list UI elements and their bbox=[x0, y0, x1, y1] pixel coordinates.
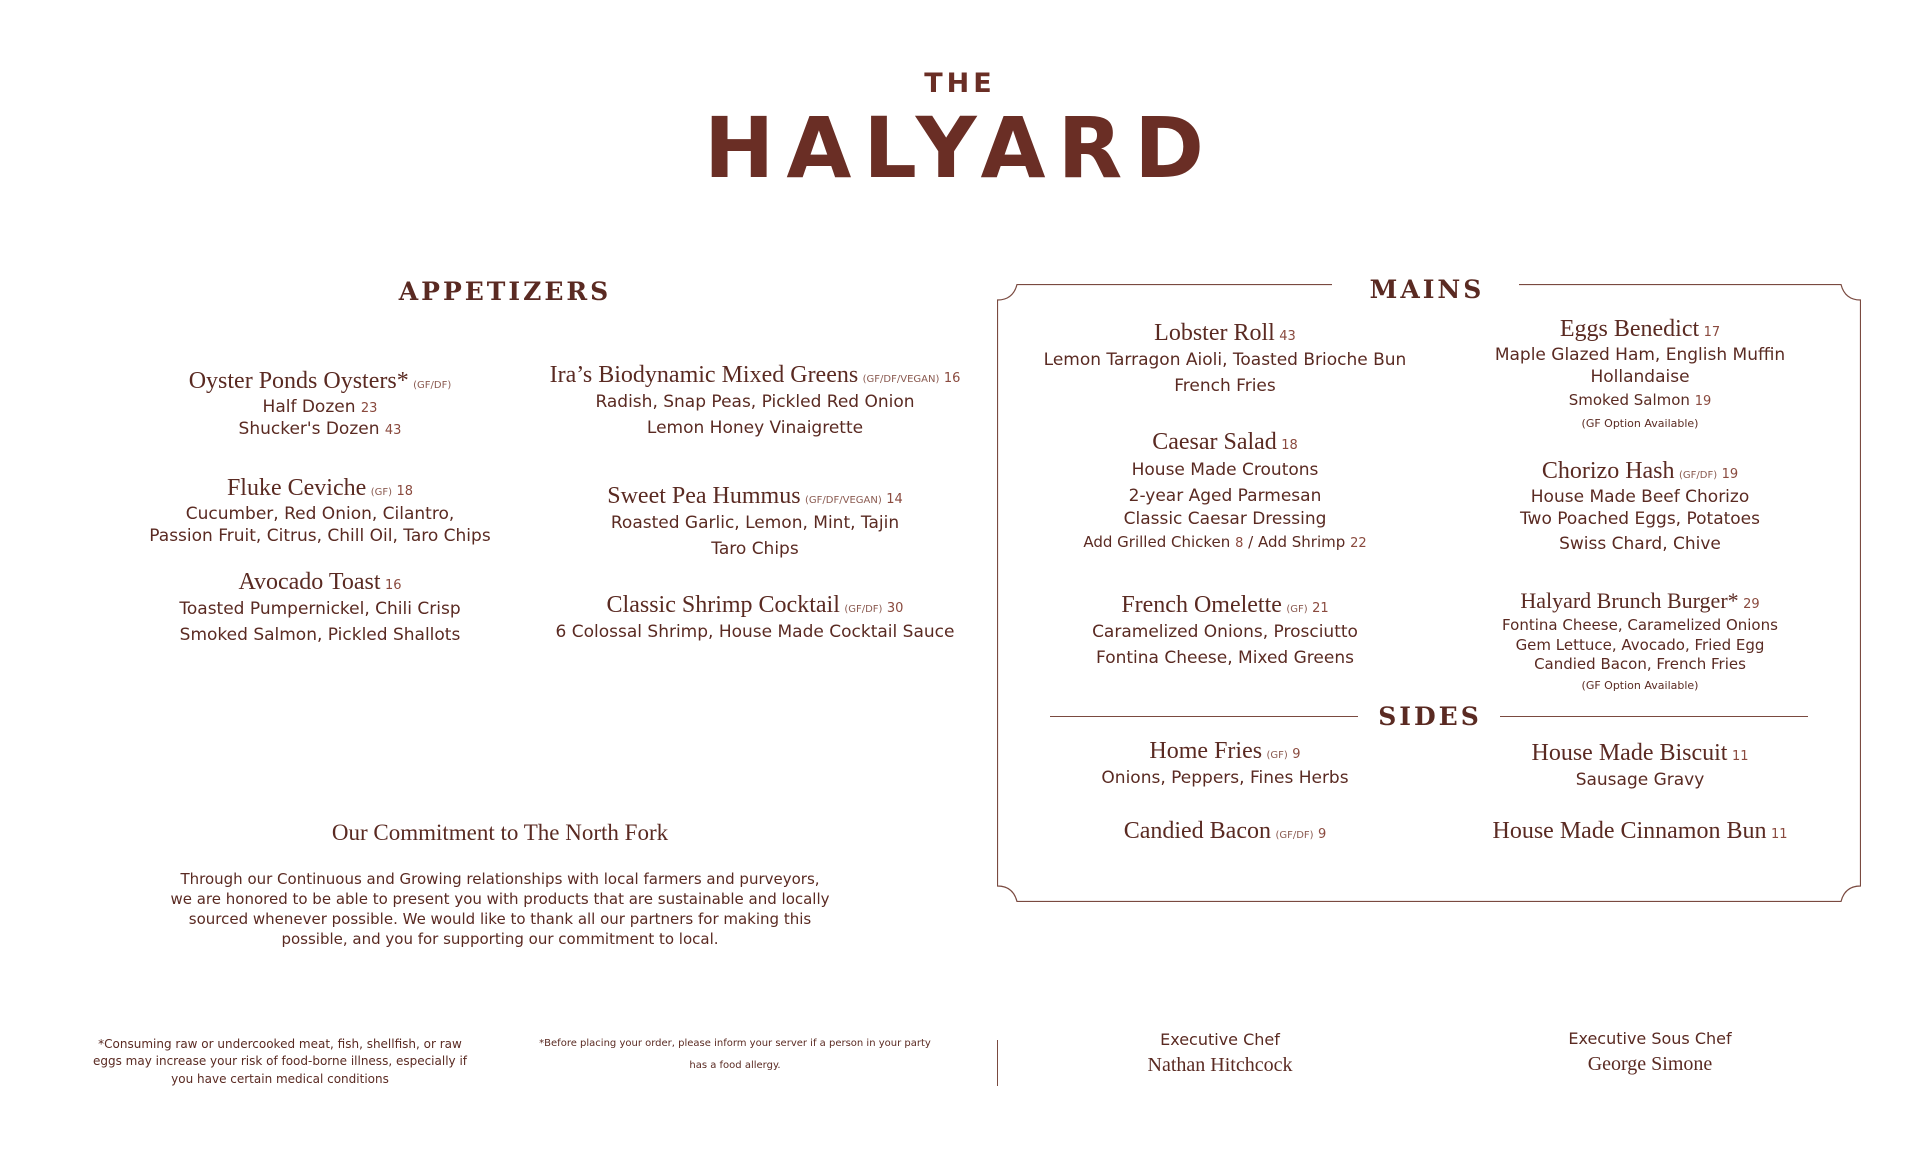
item-desc: Classic Caesar Dressing bbox=[1123, 508, 1327, 529]
item-desc: Swiss Chard, Chive bbox=[1559, 533, 1721, 554]
mains-title: MAINS bbox=[1369, 275, 1485, 304]
commitment-line: Through our Continuous and Growing relationships with local farmers and purveyors, bbox=[180, 870, 820, 888]
item-desc: Gem Lettuce, Avocado, Fried Egg bbox=[1515, 635, 1765, 654]
item-price: 18 bbox=[396, 484, 414, 499]
item-name: Home Fries bbox=[1149, 738, 1263, 764]
item-name: Avocado Toast bbox=[238, 569, 381, 595]
item-price: 17 bbox=[1703, 325, 1721, 340]
item-name: Classic Shrimp Cocktail bbox=[606, 592, 840, 618]
addon-label: Add Grilled Chicken bbox=[1083, 533, 1231, 552]
consumption-warning bbox=[70, 1036, 490, 1088]
item-price: 19 bbox=[1721, 467, 1739, 482]
item-tag: (GF/DF) bbox=[844, 604, 883, 615]
warning-line: *Consuming raw or undercooked meat, fish, shellfish, or raw bbox=[98, 1037, 462, 1051]
item-desc: Maple Glazed Ham, English Muffin bbox=[1494, 345, 1786, 365]
item-tag: (GF/DF) bbox=[1678, 470, 1718, 481]
addon-price: 22 bbox=[1350, 536, 1367, 552]
item-name: House Made Cinnamon Bun bbox=[1492, 818, 1767, 844]
sides-divider-left bbox=[1050, 716, 1358, 717]
menu-item bbox=[1450, 738, 1830, 794]
item-desc: Taro Chips bbox=[711, 538, 799, 559]
footer-divider bbox=[997, 1040, 998, 1086]
sides-divider-right bbox=[1500, 716, 1808, 717]
item-addon bbox=[1020, 530, 1430, 555]
menu-item bbox=[515, 590, 995, 646]
commitment-line: sourced whenever possible. We would like to thank all our partners for making this bbox=[188, 909, 812, 928]
menu-item bbox=[515, 360, 995, 441]
menu-item bbox=[515, 481, 995, 562]
item-desc: House Made Beef Chorizo bbox=[1530, 487, 1750, 507]
item-price: 14 bbox=[886, 492, 903, 507]
chef-role: Executive Sous Chef bbox=[1568, 1029, 1732, 1048]
chef-name: Nathan Hitchcock bbox=[1147, 1054, 1293, 1076]
item-price: 11 bbox=[1770, 827, 1788, 842]
item-price: 16 bbox=[943, 371, 961, 386]
item-price: 30 bbox=[886, 601, 904, 616]
item-desc: Lemon Tarragon Aioli, Toasted Brioche Bun bbox=[1043, 350, 1407, 370]
chef-name: George Simone bbox=[1587, 1053, 1713, 1075]
item-desc: Hollandaise bbox=[1590, 367, 1690, 388]
item-tag: (GF/DF/VEGAN) bbox=[862, 374, 940, 385]
item-name: Halyard Brunch Burger* bbox=[1520, 588, 1739, 613]
sides-title: SIDES bbox=[1378, 702, 1482, 731]
item-desc: Lemon Honey Vinaigrette bbox=[646, 417, 864, 438]
warning-line: you have certain medical conditions bbox=[171, 1071, 389, 1086]
item-price: 21 bbox=[1312, 601, 1329, 616]
item-price: 16 bbox=[384, 578, 402, 593]
item-desc: Cucumber, Red Onion, Cilantro, bbox=[185, 504, 455, 524]
item-price: 43 bbox=[1279, 329, 1296, 344]
menu-item bbox=[1450, 456, 1830, 555]
item-price: 43 bbox=[384, 423, 402, 439]
item-desc: Radish, Snap Peas, Pickled Red Onion bbox=[595, 392, 915, 412]
item-desc: Onions, Peppers, Fines Herbs bbox=[1101, 768, 1349, 788]
item-tag: (GF) bbox=[1266, 750, 1288, 761]
menu-item bbox=[1450, 587, 1830, 692]
menu-item bbox=[1020, 736, 1430, 792]
item-name: Fluke Ceviche bbox=[226, 475, 367, 501]
item-price: 9 bbox=[1318, 827, 1327, 842]
item-desc: French Fries bbox=[1174, 375, 1276, 396]
addon-label: Add Shrimp bbox=[1257, 533, 1346, 552]
item-tag: (GF) bbox=[1286, 604, 1308, 615]
chef-role: Executive Chef bbox=[1160, 1030, 1280, 1049]
commitment-body bbox=[140, 870, 860, 950]
item-name: Sweet Pea Hummus bbox=[607, 483, 801, 509]
item-name: House Made Biscuit bbox=[1531, 740, 1728, 766]
item-desc: House Made Croutons bbox=[1131, 460, 1319, 480]
item-desc: Smoked Salmon, Pickled Shallots bbox=[179, 624, 461, 645]
item-desc: Half Dozen bbox=[262, 397, 356, 417]
item-desc: Smoked Salmon bbox=[1568, 390, 1690, 409]
item-desc: Fontina Cheese, Mixed Greens bbox=[1096, 647, 1354, 668]
item-name: Lobster Roll bbox=[1154, 320, 1275, 346]
item-price: 23 bbox=[360, 401, 378, 416]
item-desc: Roasted Garlic, Lemon, Mint, Tajin bbox=[610, 513, 900, 533]
menu-item bbox=[1020, 590, 1430, 671]
item-tag: (GF/DF) bbox=[413, 380, 452, 391]
warning-line: eggs may increase your risk of food-borne illness, especially if bbox=[92, 1054, 468, 1069]
item-tag: (GF) bbox=[370, 487, 393, 498]
brand-prefix: THE bbox=[924, 68, 996, 99]
item-desc: Caramelized Onions, Prosciutto bbox=[1092, 622, 1358, 642]
menu-item bbox=[1020, 816, 1430, 846]
item-price: 29 bbox=[1743, 597, 1760, 612]
commitment-title: Our Commitment to The North Fork bbox=[331, 820, 669, 845]
allergy-notice bbox=[510, 1033, 960, 1077]
item-desc: 2-year Aged Parmesan bbox=[1128, 486, 1322, 507]
item-desc: Toasted Pumpernickel, Chili Crisp bbox=[179, 599, 461, 619]
item-price: 18 bbox=[1281, 438, 1298, 453]
item-desc: Fontina Cheese, Caramelized Onions bbox=[1502, 615, 1778, 634]
item-tag: (GF/DF/VEGAN) bbox=[805, 495, 882, 506]
item-name: Eggs Benedict bbox=[1559, 316, 1700, 342]
item-name: Ira’s Biodynamic Mixed Greens bbox=[549, 362, 859, 388]
allergy-line: *Before placing your order, please inform your server if a person in your party bbox=[539, 1038, 931, 1049]
addon-separator: / bbox=[1248, 533, 1254, 552]
item-name: French Omelette bbox=[1121, 592, 1282, 618]
menu-item bbox=[120, 567, 520, 648]
item-note: (GF Option Available) bbox=[1581, 417, 1699, 431]
menu-item bbox=[120, 473, 520, 548]
allergy-line: has a food allergy. bbox=[689, 1060, 781, 1071]
commitment-line: possible, and you for supporting our commitment to local. bbox=[281, 929, 719, 948]
item-tag: (GF/DF) bbox=[1275, 830, 1314, 841]
item-name: Chorizo Hash bbox=[1541, 458, 1675, 484]
restaurant-logo: HALYARD bbox=[704, 99, 1216, 197]
item-desc: Passion Fruit, Citrus, Chill Oil, Taro Chips bbox=[149, 526, 491, 547]
menu-item bbox=[120, 366, 520, 441]
addon-price: 8 bbox=[1235, 536, 1244, 552]
item-desc: Candied Bacon, French Fries bbox=[1534, 654, 1746, 673]
item-name: Caesar Salad bbox=[1152, 429, 1277, 455]
item-desc: Two Poached Eggs, Potatoes bbox=[1519, 509, 1761, 530]
item-desc: 6 Colossal Shrimp, House Made Cocktail Sauce bbox=[555, 622, 955, 642]
item-desc: Shucker's Dozen bbox=[238, 419, 380, 440]
appetizers-title: APPETIZERS bbox=[398, 277, 612, 306]
item-price: 19 bbox=[1694, 393, 1712, 409]
executive-sous-chef bbox=[1510, 1029, 1790, 1076]
executive-chef bbox=[1080, 1030, 1360, 1077]
item-name: Oyster Ponds Oysters* bbox=[188, 368, 409, 394]
menu-item bbox=[1020, 318, 1430, 399]
menu-item bbox=[1450, 314, 1830, 430]
item-name: Candied Bacon bbox=[1123, 818, 1271, 844]
item-price: 11 bbox=[1731, 749, 1749, 764]
menu-item bbox=[1450, 816, 1830, 846]
item-desc: Sausage Gravy bbox=[1575, 770, 1705, 790]
item-note: (GF Option Available) bbox=[1581, 678, 1699, 692]
commitment-line: we are honored to be able to present you with products that are sustainable and locally bbox=[170, 889, 830, 908]
item-price: 9 bbox=[1292, 747, 1301, 762]
menu-item bbox=[1020, 427, 1430, 555]
